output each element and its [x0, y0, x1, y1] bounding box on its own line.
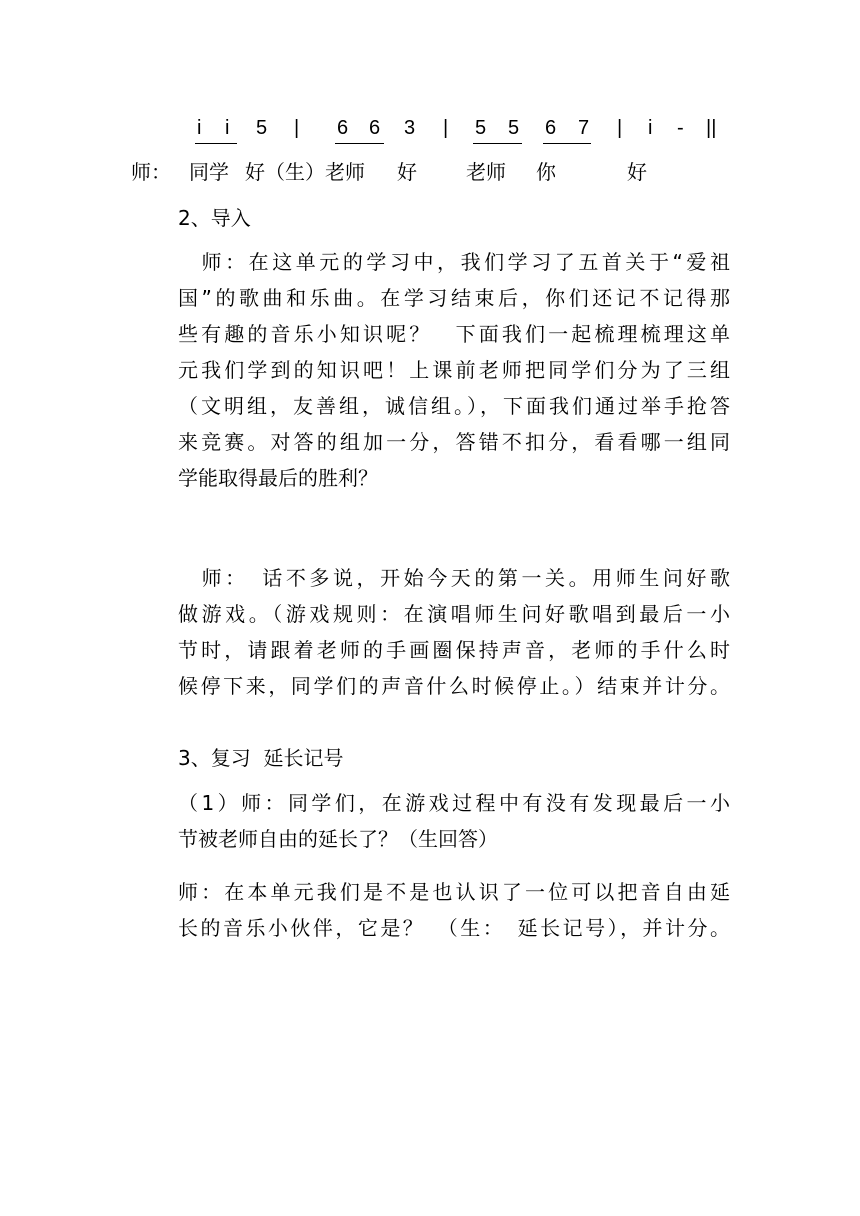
text-line: 节时，请跟着老师的手画圈保持声音，老师的手什么时	[178, 638, 730, 662]
note: 5	[508, 117, 520, 139]
note-underline	[543, 143, 591, 144]
text-line: 长的音乐小伙伴，它是？ （生： 延长记号），并计分。	[178, 916, 730, 940]
bar-line: |	[617, 117, 623, 139]
text-line: （文明组，友善组，诚信组。），下面我们通过举手抢答	[178, 394, 730, 418]
paragraph	[178, 560, 730, 704]
note: 6	[369, 117, 381, 139]
lyric-word: 同学	[189, 160, 229, 184]
note: 6	[545, 117, 557, 139]
text-line: 师：在本单元我们是不是也认识了一位可以把音自由延	[178, 880, 730, 904]
text-line: 元我们学到的知识吧！上课前老师把同学们分为了三组	[178, 358, 730, 382]
paragraph	[178, 874, 730, 946]
note: 6	[337, 117, 349, 139]
text-line: 国”的歌曲和乐曲。在学习结束后，你们还记不记得那	[178, 286, 730, 310]
note: i	[197, 117, 202, 139]
lyric-word: 好	[397, 160, 417, 184]
paragraph	[178, 244, 730, 496]
note: 5	[475, 117, 487, 139]
end-bar-line: ||	[706, 117, 717, 139]
text-line: 学能取得最后的胜利？	[178, 466, 378, 490]
lyric-word: 老师	[466, 160, 506, 184]
note: 5	[256, 117, 268, 139]
note-extension: -	[677, 117, 684, 139]
lyric-word: 好（生）老师	[245, 160, 365, 184]
lyrics-speaker: 师：	[131, 160, 171, 184]
text-line: 师：在这单元的学习中，我们学习了五首关于“爱祖	[178, 250, 730, 274]
paragraph	[178, 785, 730, 857]
text-line: （1）师：同学们，在游戏过程中有没有发现最后一小	[178, 791, 730, 815]
text-line: 做游戏。（游戏规则：在演唱师生问好歌唱到最后一小	[178, 602, 730, 626]
bar-line: |	[443, 117, 449, 139]
text-line: 节被老师自由的延长了？（生回答）	[178, 827, 498, 851]
note: 3	[404, 117, 416, 139]
note: i	[225, 117, 230, 139]
note-underline	[473, 143, 522, 144]
text-line: 来竞赛。对答的组加一分，答错不扣分，看看哪一组同	[178, 430, 730, 454]
text-line: 些有趣的音乐小知识呢？ 下面我们一起梳理梳理这单	[178, 322, 730, 346]
numbered-notation	[0, 112, 860, 146]
lyric-word: 好	[627, 160, 647, 184]
section-heading: 2、导入	[178, 206, 251, 230]
section-heading: 3、复习 延长记号	[178, 746, 344, 770]
note: 7	[578, 117, 590, 139]
bar-line: |	[294, 117, 300, 139]
lyric-word: 你	[536, 160, 556, 184]
note: i	[648, 117, 653, 139]
text-line: 师： 话不多说，开始今天的第一关。用师生问好歌	[178, 566, 730, 590]
text-line: 候停下来，同学们的声音什么时候停止。）结束并计分。	[178, 674, 730, 698]
note-underline	[335, 143, 384, 144]
note-underline	[195, 143, 237, 144]
